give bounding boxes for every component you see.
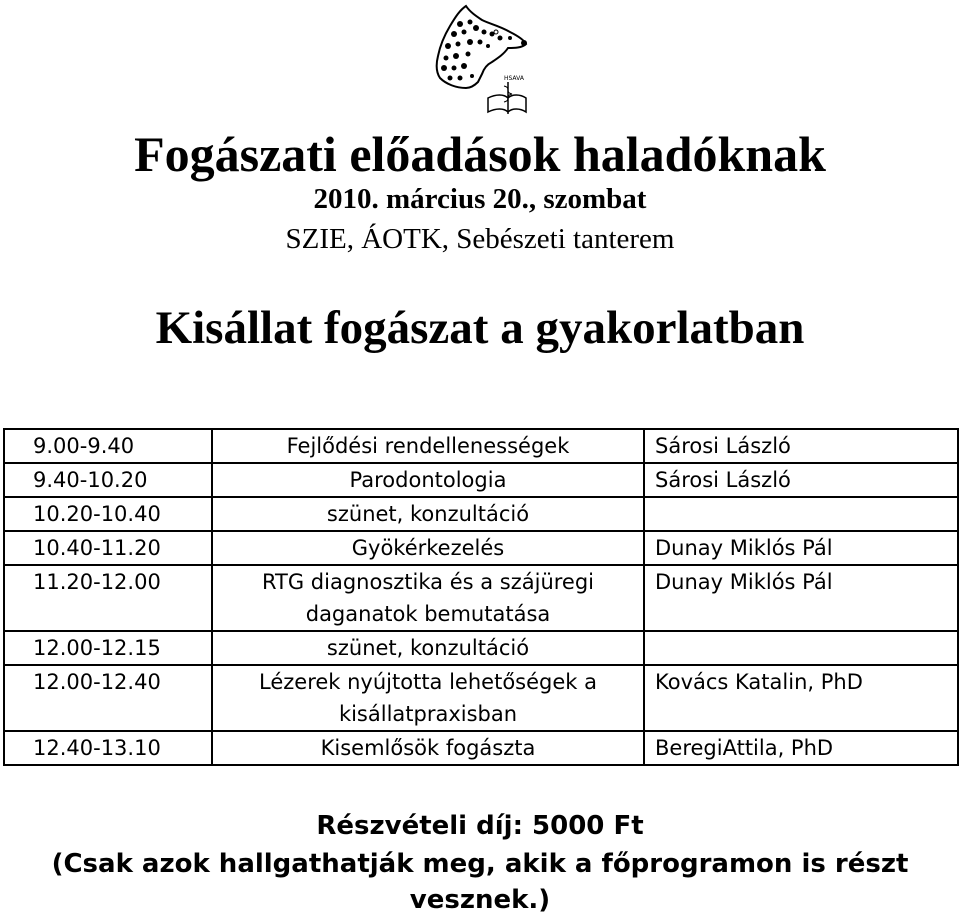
topic-cell: RTG diagnosztika és a szájüregi daganatok bemutatása [212, 565, 644, 631]
time-cell: 10.40-11.20 [4, 531, 212, 565]
table-row [4, 731, 958, 765]
presenter-cell: BeregiAttila, PhD [644, 731, 958, 765]
time-cell: 9.40-10.20 [4, 463, 212, 497]
table-row [4, 531, 958, 565]
time-cell: 9.00-9.40 [4, 429, 212, 463]
table-row [4, 497, 958, 531]
topic-cell: Parodontologia [212, 463, 644, 497]
dog-head-logo [426, 2, 530, 120]
topic-cell: Kisemlősök fogászta [212, 731, 644, 765]
presenter-cell: Kovács Katalin, PhD [644, 665, 958, 731]
presenter-cell: Sárosi László [644, 463, 958, 497]
time-cell: 12.00-12.40 [4, 665, 212, 731]
time-cell: 12.00-12.15 [4, 631, 212, 665]
table-row [4, 429, 958, 463]
topic-cell: szünet, konzultáció [212, 497, 644, 531]
time-cell: 11.20-12.00 [4, 565, 212, 631]
presenter-cell: Dunay Miklós Pál [644, 531, 958, 565]
svg-text:HSAVA: HSAVA [504, 75, 524, 82]
presenter-cell [644, 497, 958, 531]
presenter-cell: Dunay Miklós Pál [644, 565, 958, 631]
topic-cell: Lézerek nyújtotta lehetőségek a kisállatpraxisban [212, 665, 644, 731]
time-cell: 12.40-13.10 [4, 731, 212, 765]
table-row [4, 665, 958, 731]
topic-cell: Fejlődési rendellenességek [212, 429, 644, 463]
table-row [4, 631, 958, 665]
schedule-table [3, 428, 959, 766]
table-row [4, 463, 958, 497]
table-row [4, 565, 958, 631]
course-title: Kisállat fogászat a gyakorlatban [155, 302, 805, 354]
event-venue: SZIE, ÁOTK, Sebészeti tanterem [285, 223, 675, 255]
presenter-cell: Sárosi László [644, 429, 958, 463]
time-cell: 10.20-10.40 [4, 497, 212, 531]
presenter-cell [644, 631, 958, 665]
participation-fee: Részvételi díj: 5000 Ft [316, 811, 644, 841]
topic-cell: szünet, konzultáció [212, 631, 644, 665]
page-title: Fogászati előadások haladóknak [134, 126, 826, 182]
event-date: 2010. március 20., szombat [313, 183, 647, 215]
attendance-note: (Csak azok hallgathatják meg, akik a főprogramon is részt vesznek.) [51, 849, 909, 915]
topic-cell: Gyökérkezelés [212, 531, 644, 565]
